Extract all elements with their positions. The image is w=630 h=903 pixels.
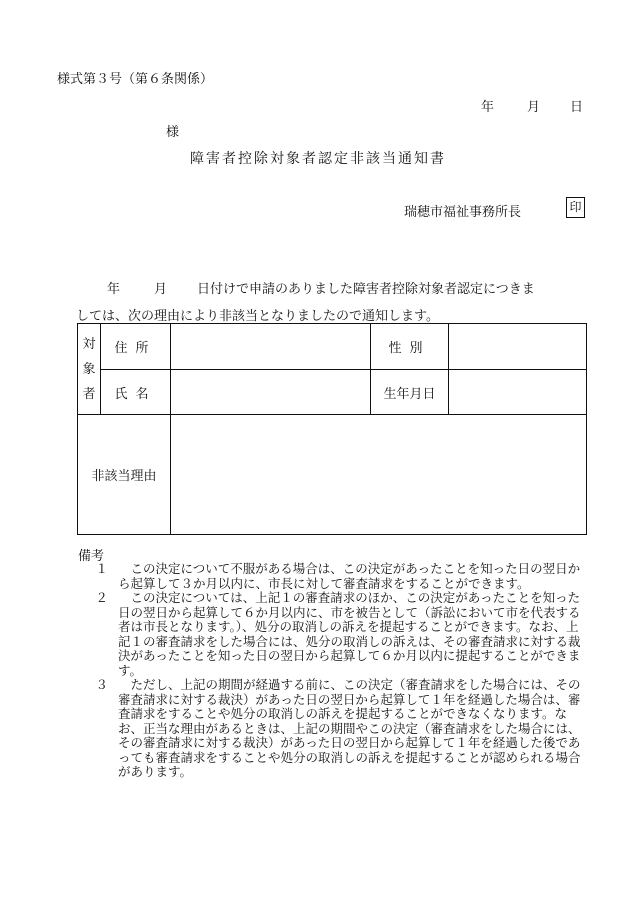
form-number: 様式第３号（第６条関係）	[57, 72, 214, 87]
intro-line-1	[76, 278, 586, 297]
document-title: 障害者控除対象者認定非該当通知書	[190, 151, 446, 167]
remark-number: ３	[95, 677, 108, 692]
gender-label: 性別	[371, 324, 449, 370]
intro-line1-text: 日付けで申請のありました障害者控除対象者認定につきま	[197, 282, 535, 297]
seal-box: 印	[566, 197, 585, 218]
intro-year: 年	[107, 282, 121, 297]
gender-field[interactable]	[449, 324, 587, 370]
birthdate-label: 生年月日	[371, 370, 449, 415]
date-day-label: 日	[570, 100, 584, 115]
remark-text: この決定について不服がある場合は、この決定があったことを知った日の翌日から起算して３か月以内に、市長に対して審査請求をすることができます。	[118, 561, 581, 591]
intro-month: 月	[154, 282, 168, 297]
date-year-label: 年	[481, 100, 495, 115]
remark-number: ２	[95, 590, 108, 605]
remark-item	[78, 591, 588, 678]
name-label: 氏名	[101, 370, 171, 415]
birthdate-field[interactable]	[449, 370, 587, 415]
remark-item	[78, 562, 588, 591]
subject-table	[77, 323, 587, 535]
intro-line-2: しては、次の理由により非該当となりましたので通知します。	[76, 309, 439, 324]
reason-label: 非該当理由	[78, 415, 171, 535]
remarks-heading: 備考	[78, 549, 105, 564]
address-field[interactable]	[171, 324, 371, 370]
remark-number: １	[95, 561, 108, 576]
remark-text: この決定については、上記１の審査請求のほか、この決定があったことを知った日の翌日から起算して６か月以内に、市を被告として（訴訟において市を代表する者は市長となります。）、処分の取消しの訴えを提起することができます。なお、上記１の審査請求をした場合には、処分の取消しの訴えは、その審査請求に対する裁決があったことを知った日の翌日から起算して６か月以内に提起することができます。	[118, 590, 581, 678]
address-label: 住所	[101, 324, 171, 370]
subject-label: 対 象 者	[78, 324, 101, 415]
issuer-name: 瑞穂市福祉事務所長	[404, 205, 522, 220]
remark-text: ただし、上記の期間が経過する前に、この決定（審査請求をした場合には、その審査請求に対する裁決）があった日の翌日から起算して１年を経過した場合は、審査請求をすることや処分の取消しの訴えを提起することができなくなります。なお、正当な理由があるときは、上記の期間やこの決定（審査請求をした場合には、その審査請求に対する裁決）があった日の翌日から起算して１年を経過した後であっても審査請求をすることや処分の取消しの訴えを提起することが認められる場合があります。	[118, 677, 581, 779]
remarks-list	[78, 562, 588, 780]
remark-item	[78, 678, 588, 780]
addressee-suffix: 様	[166, 125, 180, 140]
reason-field[interactable]	[171, 415, 587, 535]
name-field[interactable]	[171, 370, 371, 415]
date-month-label: 月	[527, 100, 541, 115]
